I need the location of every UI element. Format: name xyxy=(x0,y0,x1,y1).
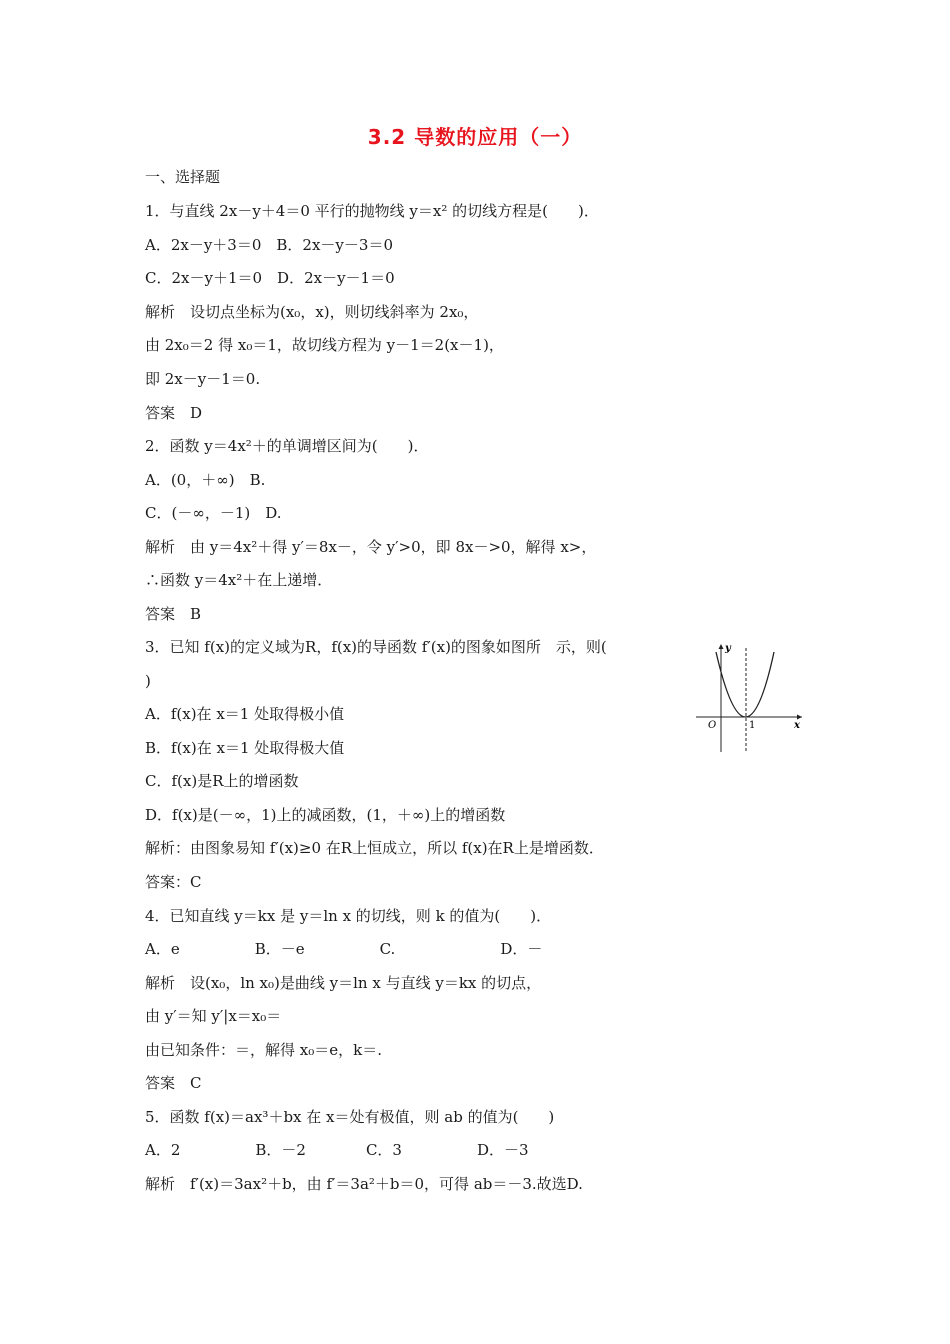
text-line: 3．已知 f(x)的定义域为R，f(x)的导函数 f′(x)的图象如图所 示，则( xyxy=(145,638,607,656)
text-line: 由已知条件：＝，解得 x₀＝e，k＝. xyxy=(145,1041,382,1059)
text-line: 解析：由图象易知 f′(x)≥0 在R上恒成立，所以 f(x)在R上是增函数． xyxy=(145,839,604,857)
x-axis-label: x xyxy=(794,720,800,731)
text-line: 由 2x₀＝2 得 x₀＝1，故切线方程为 y－1＝2(x－1)， xyxy=(145,336,504,354)
y-axis-label: y xyxy=(725,643,731,654)
text-line: A．f(x)在 x＝1 处取得极小值 xyxy=(145,705,345,723)
text-line: 答案 C xyxy=(145,1074,202,1092)
x-tick-label: 1 xyxy=(749,720,756,731)
text-line: 解析 设(x₀，ln x₀)是曲线 y＝ln x 与直线 y＝kx 的切点， xyxy=(145,974,542,992)
text-line: 答案 B xyxy=(145,605,202,623)
text-line: 4．已知直线 y＝kx 是 y＝ln x 的切线，则 k 的值为( )． xyxy=(145,907,552,925)
text-line: C．2x－y＋1＝0 D．2x－y－1＝0 xyxy=(145,269,395,287)
text-line: ∴函数 y＝4x²＋在上递增． xyxy=(145,571,333,589)
text-line: 答案 D xyxy=(145,404,203,422)
text-line: 答案：C xyxy=(145,873,202,891)
text-line: 2．函数 y＝4x²＋的单调增区间为( )． xyxy=(145,437,429,455)
text-line: D．f(x)是(－∞，1)上的减函数，(1，＋∞)上的增函数 xyxy=(145,806,506,824)
text-line: 解析 设切点坐标为(x₀，x)，则切线斜率为 2x₀， xyxy=(145,303,479,321)
parabola-curve xyxy=(716,652,774,717)
text-line: A．2x－y＋3＝0 B．2x－y－3＝0 xyxy=(145,236,393,254)
text-line: 由 y′＝知 y′|x＝x₀＝ xyxy=(145,1007,282,1025)
text-line: 解析 由 y＝4x²＋得 y′＝8x－，令 y′>0，即 8x－>0，解得 x>， xyxy=(145,538,597,556)
text-line: A．2 B．－2 C．3 D．－3 xyxy=(145,1141,529,1159)
text-line: 即 2x－y－1＝0. xyxy=(145,370,261,388)
text-line: 5．函数 f(x)＝ax³＋bx 在 x＝处有极值，则 ab 的值为( ) xyxy=(145,1108,555,1126)
x-axis-arrow xyxy=(797,715,802,720)
page-title: 3.2 导数的应用（一） xyxy=(367,125,583,149)
text-line: B．f(x)在 x＝1 处取得极大值 xyxy=(145,739,345,757)
y-axis-arrow xyxy=(719,644,724,649)
origin-label: O xyxy=(708,720,717,731)
derivative-graph-figure xyxy=(694,640,806,752)
text-line: 解析 f′(x)＝3ax²＋b，由 f′＝3a²＋b＝0，可得 ab＝－3.故选D. xyxy=(145,1175,583,1193)
text-line: ) xyxy=(145,672,151,690)
text-line: 一、选择题 xyxy=(145,168,221,186)
text-line: A．(0，＋∞) B. xyxy=(145,471,266,489)
text-line: 1．与直线 2x－y＋4＝0 平行的抛物线 y＝x² 的切线方程是( )． xyxy=(145,202,599,220)
text-line: C．(－∞，－1) D. xyxy=(145,504,282,522)
text-line: A．e B．－e C. D．－ xyxy=(145,940,543,958)
text-line: C．f(x)是R上的增函数 xyxy=(145,772,299,790)
